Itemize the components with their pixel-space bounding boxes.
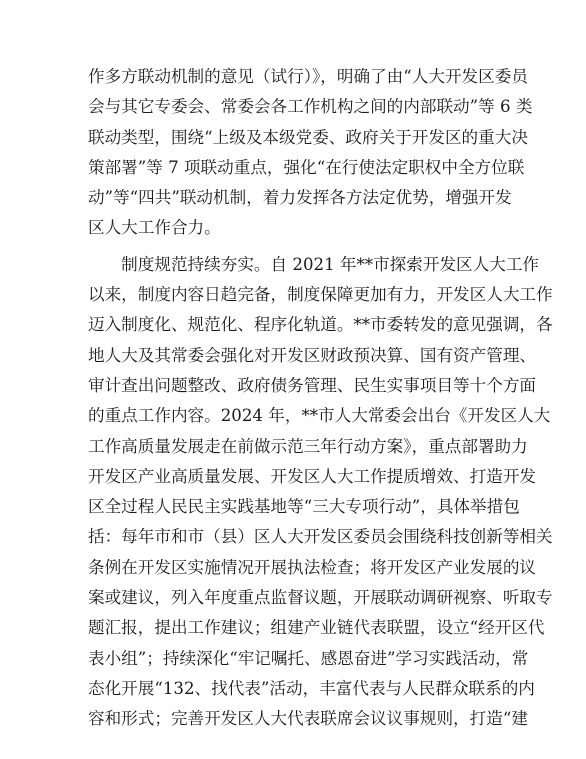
paragraph-line: 作多方联动机制的意见（试行）》，明确了由“人大开发区委员 [88,67,528,86]
paragraph-line: 容和形式；完善开发区人大代表联席会议议事规则，打造“建 [88,709,528,729]
paragraph-line: 制度规范持续夯实。自 2021 年**市探索开发区人大工作 [88,254,540,274]
paragraph-line: 审计查出问题整改、政府债务管理、民生实事项目等十个方面 [88,375,537,395]
paragraph-line: 以来，制度内容日趋完备，制度保障更加有力，开发区人大工作 [88,285,553,305]
paragraph-line: 联动类型，围绕“上级及本级党委、政府关于开发区的重大决 [88,127,528,147]
paragraph-line: 动”等“四共”联动机制，着力发挥各方法定优势，增强开发 [88,188,512,208]
paragraph-line: 条例在开发区实施情况开展执法检查；将开发区产业发展的议 [88,557,537,577]
paragraph-line: 工作高质量发展走在前做示范三年行动方案》，重点部署助力 [88,436,528,456]
paragraph-line: 开发区产业高质量发展、开发区人大工作提质增效、打造开发 [88,466,537,486]
paragraph-2 [88,250,553,735]
paragraph-line: 迈入制度化、规范化、程序化轨道。**市委转发的意见强调，各 [88,315,553,335]
paragraph-line: 区人大工作合力。 [88,218,221,238]
document-body [88,62,553,735]
paragraph-line: 策部署”等 7 项联动重点，强化“在行使法定职权中全方位联 [88,157,525,177]
paragraph-line: 态化开展“132、找代表”活动，丰富代表与人民群众联系的内 [88,678,535,698]
paragraph-line: 会与其它专委会、常委会各工作机构之间的内部联动”等 6 类 [88,97,533,117]
paragraph-1 [88,62,533,244]
paragraph-line: 案或建议，列入年度重点监督议题，开展联动调研视察、听取专 [88,588,553,608]
paragraph-line: 地人大及其常委会强化对开发区财政预决算、国有资产管理、 [88,345,537,365]
paragraph-line: 区全过程人民民主实践基地等“三大专项行动”，具体举措包 [88,497,520,517]
paragraph-line: 题汇报，提出工作建议；组建产业链代表联盟，设立“经开区代 [88,618,545,638]
paragraph-line: 的重点工作内容。2024 年，**市人大常委会出台《开发区人大 [88,406,551,426]
paragraph-line: 括：每年市和市（县）区人大开发区委员会围绕科技创新等相关 [88,527,553,547]
paragraph-line: 表小组”；持续深化“牢记嘱托、感恩奋进”学习实践活动，常 [88,648,529,668]
